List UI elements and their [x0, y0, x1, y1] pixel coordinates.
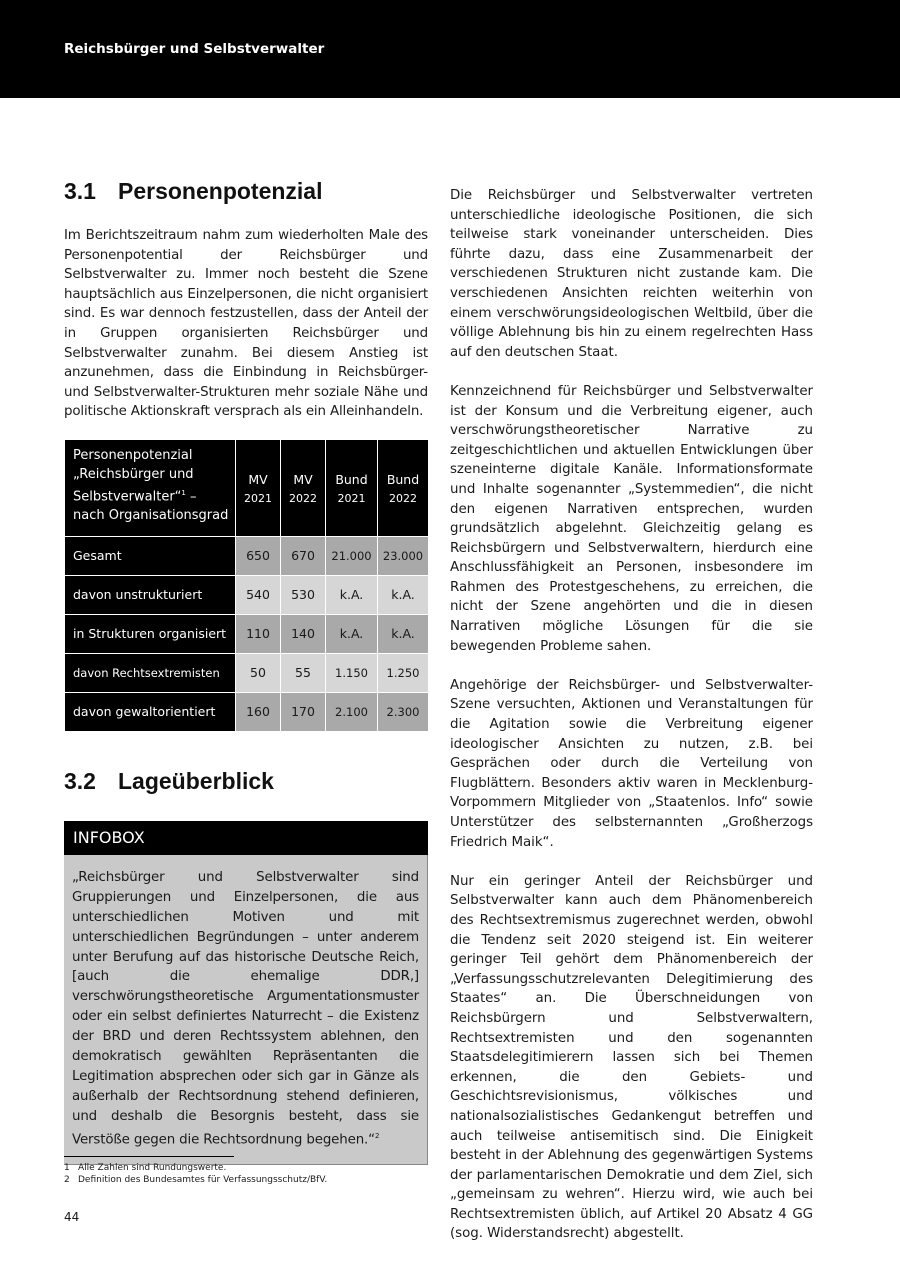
column-header	[236, 439, 281, 536]
right-paragraph: Die Reichsbürger und Selbstverwalter vertreten unterschiedliche ideologische Positionen, die sich teilweise stark voneinander unterscheiden. Dies führte dazu, dass eine Zusammenarbeit der verschiedenen Strukturen nicht zustande kam. Die verschiedenen Ansichten reichten weiterhin von einem verschwörungsideologischen Weltbild, über die völlige Ablehnung bis hin zu einem regelrechten Hass auf den deutschen Staat.	[450, 188, 813, 360]
table-header-label	[65, 439, 236, 536]
section-number: 3.2	[64, 767, 96, 794]
column-header	[326, 439, 378, 536]
table-cell: 55	[281, 653, 326, 692]
table-cell: 110	[236, 614, 281, 653]
table-cell: k.A.	[326, 575, 378, 614]
footnote-text: Alle Zahlen sind Rundungswerte.	[78, 1163, 227, 1173]
footnote	[64, 1174, 327, 1186]
footnote-divider	[64, 1156, 234, 1157]
column-name: MV	[248, 471, 268, 487]
footnotes	[64, 1162, 327, 1186]
table-cell: 50	[236, 653, 281, 692]
infobox-text: „Reichsbürger und Selbstverwalter sind Gruppierungen und Einzelpersonen, die aus unterschiedlichen Motiven und mit unterschiedlichen Begründungen – unter anderem unter Berufung auf das historische Deutsche Reich, [auch die ehemalige DDR,] verschwörungstheoretische Argumentationsmuster oder ein selbst definiertes Naturrecht – die Existenz der BRD und deren Rechtssystem ablehnen, den demokratisch gewählten Repräsentanten die Legitimation absprechen oder sich gar in Gänze als außerhalb der Rechtsordnung stehend definieren, und deshalb die Besorgnis besteht, dass sie Verstöße gegen die Rechtsordnung begehen.“	[72, 869, 419, 1148]
right-paragraph: Nur ein geringer Anteil der Reichsbürger und Selbstverwalter kann auch dem Phänomenbereich des Rechtsextremismus zugerechnet werden, obwohl die Tendenz seit 2020 steigend ist. Ein weiterer geringer Teil gehört dem Phänomenbereich der „Verfassungsschutzrelevanten Delegitimierung des Staates“ an. Die Überschneidungen von Reichsbürgern und Selbstverwaltern, Rechtsextremisten und den sogenannten Staatsdelegitimierern lassen sich bei Themen erkennen, die den Gebiets- und Geschichtsrevisionismus, völkisches und nationalsozialistisches Gedankengut betreffen und auch teilweise antisemitisch sind. Die Einigkeit besteht in der Ablehnung des gegenwärtigen Systems der parlamentarischen Demokratie und dem Ziel, sich „gemeinsam zu wehren“. Hierzu wird, wie auch bei Rechtsextremisten üblich, auf Artikel 20 Absatz 4 GG (sog. Widerstandsrecht) abgestellt.	[450, 873, 813, 1242]
table-cell: 2.300	[378, 692, 429, 731]
section-title: Personenpotenzial	[118, 178, 323, 204]
column-name: Bund	[386, 471, 420, 487]
column-year: 2021	[337, 491, 366, 505]
right-column	[450, 186, 813, 1264]
column-header	[378, 439, 429, 536]
row-label: davon gewaltorientiert	[65, 692, 236, 731]
infobox-title: INFOBOX	[64, 821, 428, 855]
right-paragraph: Angehörige der Reichsbürger- und Selbstverwalter-Szene versuchten, Aktionen und Veranstaltungen für die Agitation sowie die Verbreitung eigener ideologischer Ansichten zu nutzen, z.B. bei Gesprächen oder durch die Verteilung von Flugblättern. Besonders aktiv waren in Mecklenburg-Vorpommern Mitglieder von „Staatenlos. Info“ sowie Unterstützer des selbsternannten „Großherzogs Friedrich Maik“.	[450, 677, 813, 850]
column-header	[281, 439, 326, 536]
column-name: Bund	[335, 471, 368, 487]
table-row	[65, 536, 429, 575]
table-cell: 170	[281, 692, 326, 731]
table-cell: 23.000	[378, 536, 429, 575]
footnote	[64, 1162, 327, 1174]
table-row	[65, 575, 429, 614]
left-column	[64, 178, 428, 1165]
header-title: Reichsbürger und Selbstverwalter	[64, 41, 325, 57]
column-name: MV	[293, 471, 313, 487]
infobox-body	[64, 855, 428, 1165]
header-label-line: „Reichsbürger und	[73, 466, 194, 482]
row-label: Gesamt	[65, 536, 236, 575]
section-number: 3.1	[64, 178, 96, 204]
table-cell: 530	[281, 575, 326, 614]
header-label-line: nach Organisationsgrad	[73, 508, 229, 524]
table-cell: k.A.	[326, 614, 378, 653]
table-cell: 140	[281, 614, 326, 653]
footnote-number: 2	[64, 1175, 70, 1185]
section-heading-personenpotenzial	[64, 178, 428, 205]
table-cell: 160	[236, 692, 281, 731]
table-cell: k.A.	[378, 614, 429, 653]
table-cell: k.A.	[378, 575, 429, 614]
table-header-row	[65, 439, 429, 536]
section-heading-lageueberblick	[64, 768, 428, 795]
footnote-number: 1	[64, 1163, 70, 1173]
infobox	[64, 821, 428, 1165]
infobox-text-block	[72, 868, 419, 1150]
row-label: davon unstrukturiert	[65, 575, 236, 614]
column-year: 2022	[389, 491, 417, 505]
footnote-ref: 2	[374, 1131, 380, 1140]
page-header	[0, 0, 900, 98]
row-label: in Strukturen organisiert	[65, 614, 236, 653]
intro-paragraph: Im Berichtszeitraum nahm zum wiederholten Male des Personenpotential der Reichsbürger und Selbstverwalter zu. Immer noch besteht die Szene hauptsächlich aus Einzelpersonen, die nicht organisiert sind. Es war dennoch festzustellen, dass der Anteil der in Gruppen organisierten Reichsbürger und Selbstverwalter zunahm. Bei diesem Anstieg ist anzunehmen, dass die Einbindung in Reichsbürger- und Selbstverwalter-Strukturen mehr soziale Nähe und politische Aktionskraft versprach als ein Alleinhandeln.	[64, 228, 428, 420]
header-label-line: Selbstverwalter“	[73, 489, 182, 505]
table-cell: 21.000	[326, 536, 378, 575]
column-year: 2022	[289, 491, 317, 505]
table-row	[65, 614, 429, 653]
footnote-ref: 1	[181, 488, 186, 497]
table-cell: 650	[236, 536, 281, 575]
table-row	[65, 653, 429, 692]
table-row	[65, 692, 429, 731]
header-label-line: Personenpotenzial	[73, 447, 193, 463]
right-paragraph: Kennzeichnend für Reichsbürger und Selbstverwalter ist der Konsum und die Verbreitung eigener, auch verschwörungstheoretischer Narrative zu zeitgeschichtlichen und aktuellen Entwicklungen über szeneinterne digitale Kanäle. Informationsformate und Inhalte sogenannter „Systemmedien“, die nicht den eigenen Narrativen entsprechen, wurden grundsätzlich abgelehnt. Gleichzeitig gelang es Reichsbürgern und Selbstverwaltern, hierdurch eine Anschlussfähigkeit an Personen, insbesondere im Rahmen des Protestgeschehens, zu erreichen, die nicht der Szene angehörten und die in diesen Narrativen mögliche Lösungen für die sie bewegenden Probleme sahen.	[450, 383, 813, 654]
table-cell: 1.150	[326, 653, 378, 692]
table-cell: 540	[236, 575, 281, 614]
row-label: davon Rechtsextremisten	[65, 653, 236, 692]
table-cell: 670	[281, 536, 326, 575]
page-number: 44	[64, 1210, 80, 1224]
table-cell: 2.100	[326, 692, 378, 731]
personenpotenzial-table	[64, 439, 429, 732]
column-year: 2021	[244, 491, 272, 505]
section-title: Lageüberblick	[118, 767, 274, 794]
footnote-text: Definition des Bundesamtes für Verfassungsschutz/BfV.	[78, 1175, 328, 1185]
table-cell: 1.250	[378, 653, 429, 692]
header-label-suffix: –	[185, 489, 197, 505]
